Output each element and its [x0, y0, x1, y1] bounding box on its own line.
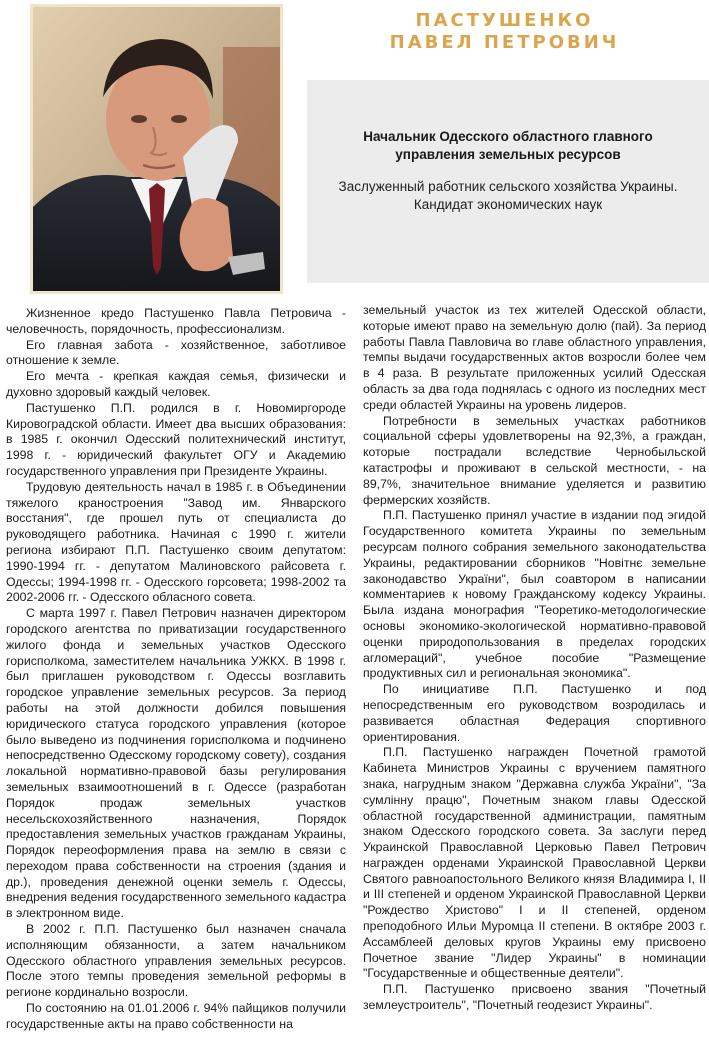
paragraph: П.П. Пастушенко присвоено звания "Почетный землеустроитель", "Почетный геодезист Украины".: [363, 982, 706, 1013]
paragraph: Трудовую деятельность начал в 1985 г. в Объединении тяжелого краностроения "Завод им. Январского восстания", где прошел путь от специалиста до руководящего работника. Начиная с 1990 г. жители региона избирают П.П. Пастушенко своим депутатом: 1990-1994 гг. - депутатом Малиновского райсовета г. Одессы; 1994-1998 гг. - Одесского горсовета; 1998-2002 та 2002-2006 гг. - Одесского обласного совета.: [6, 479, 346, 605]
position-line-2: управления земельных ресурсов: [395, 147, 621, 162]
position-title: [307, 128, 709, 164]
paragraph: По состоянию на 01.01.2006 г. 94% пайщиков получили государственные акты на право собственности на: [6, 1001, 346, 1031]
right-column: [363, 303, 706, 1014]
paragraph: Его мечта - крепкая каждая семья, физически и духовно здоровый каждый человек.: [6, 369, 346, 399]
portrait-frame: [30, 4, 283, 294]
left-column: [6, 306, 346, 1033]
paragraph: С марта 1997 г. Павел Петрович назначен директором городского агентства по приватизации государственного жилого фонда и земельных участков Одесского горисполкома, заместителем начальника УЖКХ. В 1998 г. был приглашен руководством г. Одессы возглавить городское управление земельных ресурсов. За период работы на этой должности добился повышения юридического статуса городского управления (которое было выведено из подчинения горисполкома и подчинено непосредственно Одесскому городскому совету), создания локальной нормативно-правовой базы регулирования земельных взаимоотношений в г. Одессе (разработан Порядок продаж земельных участков несельскохозяйственного назначения, Порядок предоставления земельных участков гражданам Украины, Порядок переоформления права на землю в связи с переходом права собственности на строения (здания и др.), проведения денежной оценки земель г. Одессы, внедрения ведения государственного земельного кадастра в электронном виде.: [6, 606, 346, 921]
person-name: [300, 10, 709, 54]
credential-line-1: Заслуженный работник сельского хозяйства Украины.: [338, 179, 678, 194]
paragraph: Его главная забота - хозяйственное, заботливое отношение к земле.: [6, 337, 346, 368]
paragraph: По инициативе П.П. Пастушенко и под непосредственным его руководством возродилась и развивается областная Федерация спортивного ориентирования.: [363, 682, 706, 744]
paragraph: В 2002 г. П.П. Пастушенко был назначен сначала исполняющим обязанности, а затем начальником Одесского областного управления земельных ресурсов. После этого темпы проведения земельной реформы в регионе кординально возросли.: [6, 922, 346, 1000]
paragraph: П.П. Пастушенко принял участие в издании под эгидой Государственного комитета Украины по земельным ресурсам полного собрания земельного законодательства Украины, редактировании сборников "Новітнє земельне законодавство України", был соавтором в написании комментариев к новому Гражданскому кодексу Украины. Была издана монография "Теоретико-методологические основы экономико-экологической нормативно-правовой оценки природопользования в пределах городских агломераций", учебное пособие "Размещение продуктивных сил и региональная экономика".: [363, 508, 706, 681]
credential-line-2: Кандидат экономических наук: [413, 197, 603, 212]
paragraph: Потребности в земельных участках работников социальной сферы удовлетворены на 92,3%, а граждан, которые пострадали вследствие Чернобыльской катастрофы и проживают в сельской местности, - на 89,7%, значительное внимание уделяется и развитию фермерских хозяйств.: [363, 413, 706, 507]
paragraph: Пастушенко П.П. родился в г. Новомиргороде Кировоградской области. Имеет два высших образования: в 1985 г. окончил Одесский политехнический институт, 1998 г. - юридический факультет ОГУ и Академию государственного управления при Президенте Украины.: [6, 400, 346, 478]
person-given-names: ПАВЕЛ ПЕТРОВИЧ: [389, 32, 620, 53]
info-box: [307, 80, 709, 283]
position-line-1: Начальник Одесского областного главного: [363, 129, 653, 144]
paragraph: П.П. Пастушенко награжден Почетной грамотой Кабинета Министров Украины с вручением памятного знака, нагрудным знаком "Державна служба України", "За сумлінну працю", Почетным знаком главы Одесской областной государственной администрации, памятным знаком Одесского городского совета. За заслуги перед Украинской Православной Церковью Павел Петрович награжден орденами Украинской Православной Церкви Святого равноапостольного Великого князя Владимира I, II и III степеней и орденом Украинской Православной Церкви "Рождество Христово" I и II степеней, орденом преподобного Ильи Муромца II степени. В октябре 2003 г. Ассамблеей деловых кругов Украины ему присвоено Почетное звание "Лидер Украины" в номинации "Государственные и общественные деятели".: [363, 745, 706, 981]
credentials: [307, 178, 709, 214]
portrait-illustration: [33, 7, 280, 291]
portrait-photo: [33, 7, 280, 291]
paragraph-continued: земельный участок из тех жителей Одесской области, которые имеют право на земельную долю (пай). За период работы Павла Павловича во главе областного управления, темпы выдачи государственных актов возросли более чем в 4 раза. В результате приложенных усилий Одесская область за два года поднялась с одного из последних мест среди областей Украины на уровень лидеров.: [363, 303, 706, 412]
paragraph: Жизненное кредо Пастушенко Павла Петровича - человечность, порядочность, профессионализм.: [6, 306, 346, 336]
person-surname: ПАСТУШЕНКО: [415, 10, 594, 31]
